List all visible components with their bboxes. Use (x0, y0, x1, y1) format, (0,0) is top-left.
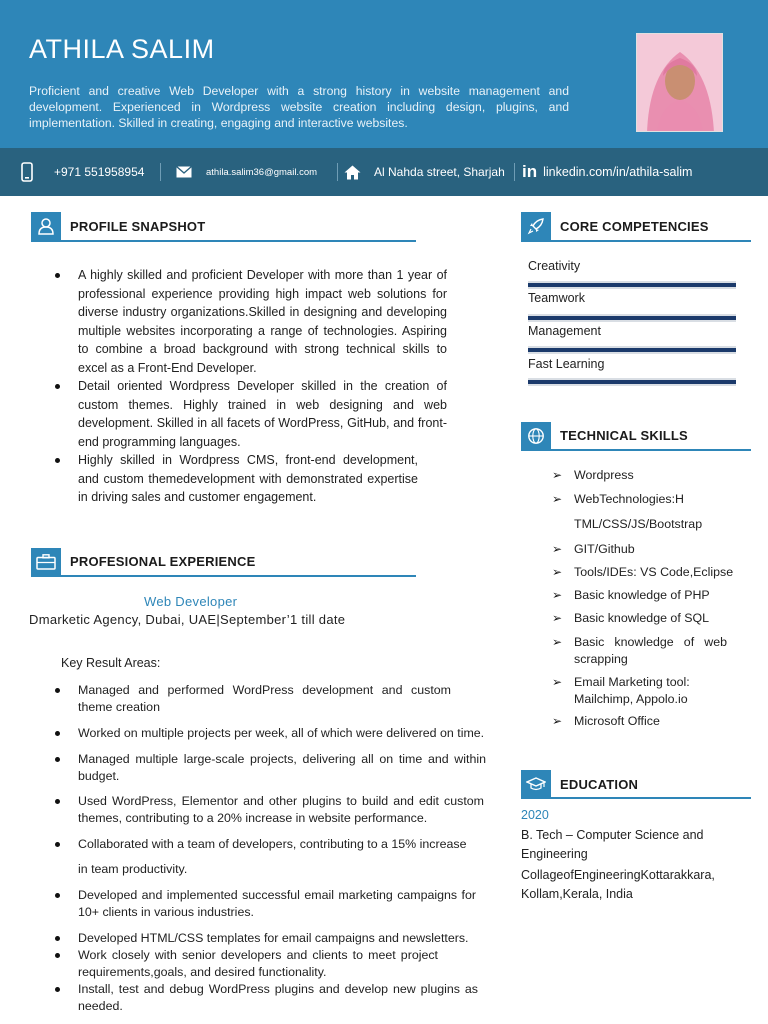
header-summary: Proficient and creative Web Developer with a strong history in website management and development. Experienced in Wordpress website creation including design, plugins, and implementation. Skilled in creating, engaging and interactive websites. (29, 84, 569, 130)
contact-email[interactable] (176, 148, 317, 196)
email-address: athila.salim36@gmail.com (206, 166, 318, 178)
list-item: Detail oriented Wordpress Developer skilled in the creation of custom themes. Highly trained in web designing and web development. Skilled in all facets of WordPress, GitHub, and front-end programming languages. (78, 377, 447, 451)
contact-phone[interactable] (20, 148, 144, 196)
profile-bullet-list (78, 266, 447, 507)
list-item: Highly skilled in Wordpress CMS, front-end development, and custom themedevelopment with demonstrated expertise in driving sales and customer engagement. (78, 451, 418, 507)
linkedin-url: linkedin.com/in/athila-salim (543, 165, 693, 179)
list-item: Managed multiple large-scale projects, delivering all on time and within budget. (78, 752, 486, 783)
competency-bar-fill (528, 380, 736, 384)
profile-section-title: PROFILE SNAPSHOT (70, 219, 206, 234)
envelope-icon (176, 166, 192, 178)
briefcase-icon (31, 548, 61, 576)
list-item (552, 564, 734, 581)
person-icon (31, 212, 61, 240)
competency-bar (528, 346, 736, 354)
list-item (552, 610, 709, 627)
skill-label: Basic knowledge of web scrapping (574, 635, 727, 666)
globe-icon (521, 422, 551, 450)
list-item: Work closely with senior developers and clients to meet project requirements,goals, and desired functionality. (78, 948, 438, 979)
graduation-cap-icon (521, 770, 551, 798)
competency-bar-fill (528, 348, 736, 352)
list-item: Install, test and debug WordPress plugins and develop new plugins as needed. (78, 982, 478, 1013)
profile-photo (636, 33, 723, 132)
list-item: Managed and performed WordPress development and custom theme creation (78, 683, 451, 714)
linkedin-icon: in (522, 162, 538, 181)
arrow-bullet-icon: ➢ (552, 675, 563, 689)
phone-number: +971 551958954 (54, 165, 145, 179)
arrow-bullet-icon: ➢ (552, 542, 563, 556)
experience-section-rule (31, 575, 416, 577)
profile-photo-icon (637, 34, 723, 132)
education-section-rule (521, 797, 751, 799)
skill-label: Email Marketing tool: Mailchimp, Appolo.io (574, 675, 690, 706)
skill-label: WebTechnologies:H (574, 492, 684, 506)
experience-section-title: PROFESIONAL EXPERIENCE (70, 554, 256, 569)
education-section-title: EDUCATION (560, 777, 639, 792)
list-item: A highly skilled and proficient Developer with more than 1 year of professional experience providing high impact web solutions for diverse industry organizations.Skilled in designing and developing multiple websites incorporating a range of technologies. Aspiring to combine a broad background with strong technical skills to excel as a Front-End Developer. (78, 266, 447, 377)
list-item: Developed HTML/CSS templates for email campaigns and newsletters. (78, 930, 498, 947)
competency-label: Teamwork (528, 291, 585, 305)
competency-bar (528, 378, 736, 386)
skill-label: GIT/Github (574, 542, 635, 556)
rocket-icon (521, 212, 551, 240)
mobile-phone-icon (20, 162, 34, 182)
arrow-bullet-icon: ➢ (552, 635, 563, 649)
skill-label: Basic knowledge of PHP (574, 588, 710, 602)
arrow-bullet-icon: ➢ (552, 565, 563, 579)
skill-label: Microsoft Office (574, 714, 660, 728)
competency-bar-fill (528, 316, 736, 320)
profile-section-rule (31, 240, 416, 242)
education-school: CollageofEngineeringKottarakkara, Kollam,Kerala, India (521, 868, 715, 901)
education-degree: B. Tech – Computer Science and Engineering (521, 828, 704, 861)
technical-section-rule (521, 449, 751, 451)
candidate-name: ATHILA SALIM (29, 34, 215, 64)
list-item (552, 491, 684, 508)
key-result-areas-label: Key Result Areas: (61, 656, 161, 670)
skill-label: Wordpress (574, 468, 634, 482)
contact-divider (160, 163, 161, 181)
arrow-bullet-icon: ➢ (552, 714, 563, 728)
list-item (552, 467, 634, 484)
list-item: Used WordPress, Elementor and other plugins to build and edit custom themes, contributing to a 20% increase in website performance. (78, 794, 484, 825)
list-item (552, 674, 734, 707)
list-item-continuation: in team productivity. (78, 862, 188, 876)
list-item: Developed and implemented successful email marketing campaigns for 10+ clients in various industries. (78, 888, 476, 919)
competency-label: Fast Learning (528, 357, 605, 371)
competency-label: Management (528, 324, 601, 338)
arrow-bullet-icon: ➢ (552, 468, 563, 482)
contact-divider (337, 163, 338, 181)
skill-label: Basic knowledge of SQL (574, 611, 709, 625)
list-item: Worked on multiple projects per week, all of which were delivered on time. (78, 725, 498, 742)
list-item: Collaborated with a team of developers, contributing to a 15% increase (78, 836, 498, 853)
contact-divider (514, 163, 515, 181)
competency-bar (528, 314, 736, 322)
list-item (552, 634, 727, 667)
education-year: 2020 (521, 808, 549, 822)
arrow-bullet-icon: ➢ (552, 611, 563, 625)
competency-bar (528, 281, 736, 289)
list-item (552, 587, 710, 604)
list-item (552, 541, 635, 558)
arrow-bullet-icon: ➢ (552, 588, 563, 602)
job-title: Web Developer (144, 594, 238, 609)
header-banner (0, 0, 768, 148)
competency-label: Creativity (528, 259, 581, 273)
skill-label: Tools/IDEs: VS Code,Eclipse (574, 565, 734, 579)
arrow-bullet-icon: ➢ (552, 492, 563, 506)
competency-bar-fill (528, 283, 736, 287)
competencies-section-rule (521, 240, 751, 242)
home-icon (344, 165, 361, 180)
list-item-continuation: TML/CSS/JS/Bootstrap (574, 517, 703, 531)
list-item (552, 713, 660, 730)
competencies-section-title: CORE COMPETENCIES (560, 219, 709, 234)
contact-address (344, 148, 505, 196)
contact-linkedin[interactable] (522, 148, 692, 196)
technical-section-title: TECHNICAL SKILLS (560, 428, 688, 443)
address-text: Al Nahda street, Sharjah (374, 165, 505, 179)
job-company: Dmarketic Agency, Dubai, UAE|September’1 till date (29, 612, 346, 627)
